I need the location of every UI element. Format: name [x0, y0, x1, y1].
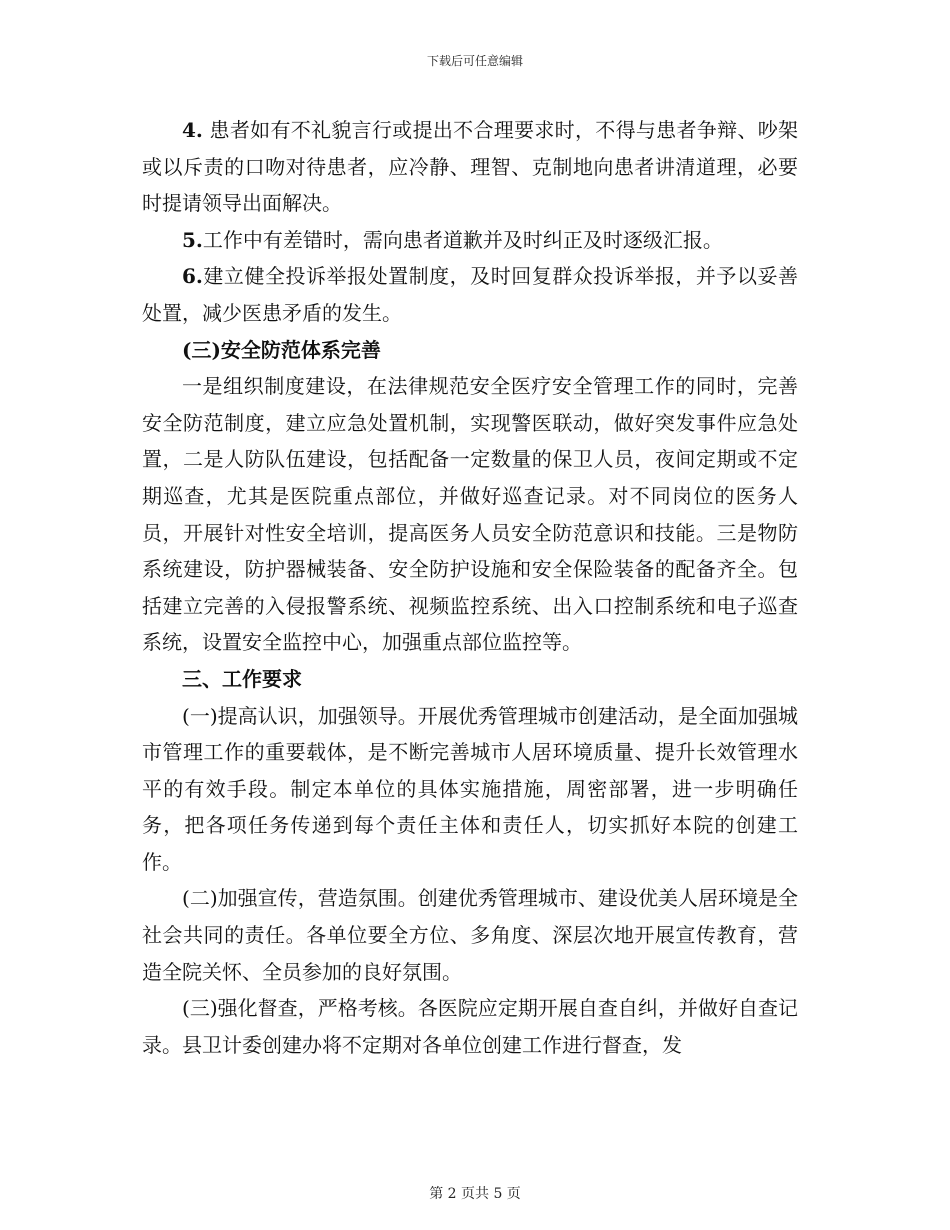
paragraph-requirement-2: (二)加强宣传，营造氛围。创建优秀管理城市、建设优美人居环境是全社会共同的责任。各单位要全方位、多角度、深层次地开展宣传教育，营造全院关怀、全员参加的良好氛围。 — [142, 886, 798, 984]
document-body — [142, 112, 798, 1063]
section-heading-requirements: 三、工作要求 — [182, 666, 302, 691]
item-number: 4. — [182, 118, 203, 142]
paragraph-item-4 — [142, 112, 798, 222]
page-footer: 第 2 页共 5 页 — [429, 1186, 521, 1202]
paragraph-item-6 — [142, 258, 798, 331]
item-number: 5. — [182, 227, 203, 252]
paragraph-text: 建立健全投诉举报处置制度，及时回复群众投诉举报，并予以妥善处置，减少医患矛盾的发生。 — [142, 264, 798, 325]
page-header: 下载后可任意编辑 — [426, 54, 523, 68]
item-number: 6. — [182, 264, 203, 289]
paragraph-safety-system: 一是组织制度建设，在法律规范安全医疗安全管理工作的同时，完善安全防范制度，建立应急处置机制，实现警医联动，做好突发事件应急处置，二是人防队伍建设，包括配备一定数量的保卫人员，夜间定期或不定期巡查，尤其是医院重点部位，并做好巡查记录。对不同岗位的医务人员，开展针对性安全培训，提高医务人员安全防范意识和技能。三是物防系统建设，防护器械装备、安全防护设施和安全保险装备的配备齐全。包括建立完善的入侵报警系统、视频监控系统、出入口控制系统和电子巡查系统，设置安全监控中心，加强重点部位监控等。 — [142, 374, 798, 655]
paragraph-requirement-3: (三)强化督查，严格考核。各医院应定期开展自查自纠，并做好自查记录。县卫计委创建办将不定期对各单位创建工作进行督查，发 — [142, 996, 798, 1057]
paragraph-requirement-1: (一)提高认识，加强领导。开展优秀管理城市创建活动，是全面加强城市管理工作的重要载体，是不断完善城市人居环境质量、提升长效管理水平的有效手段。制定本单位的具体实施措施，周密部署，进一步明确任务，把各项任务传递到每个责任主体和责任人，切实抓好本院的创建工作。 — [142, 703, 798, 874]
paragraph-text: 工作中有差错时，需向患者道歉并及时纠正及时逐级汇报。 — [202, 227, 723, 252]
paragraph-text: 患者如有不礼貌言行或提出不合理要求时，不得与患者争辩、吵架或以斥责的口吻对待患者，应冷静、理智、克制地向患者讲清道理，必要时提请领导出面解决。 — [142, 118, 798, 216]
paragraph-item-5 — [142, 222, 798, 259]
section-heading-safety: (三)安全防范体系完善 — [182, 337, 381, 362]
